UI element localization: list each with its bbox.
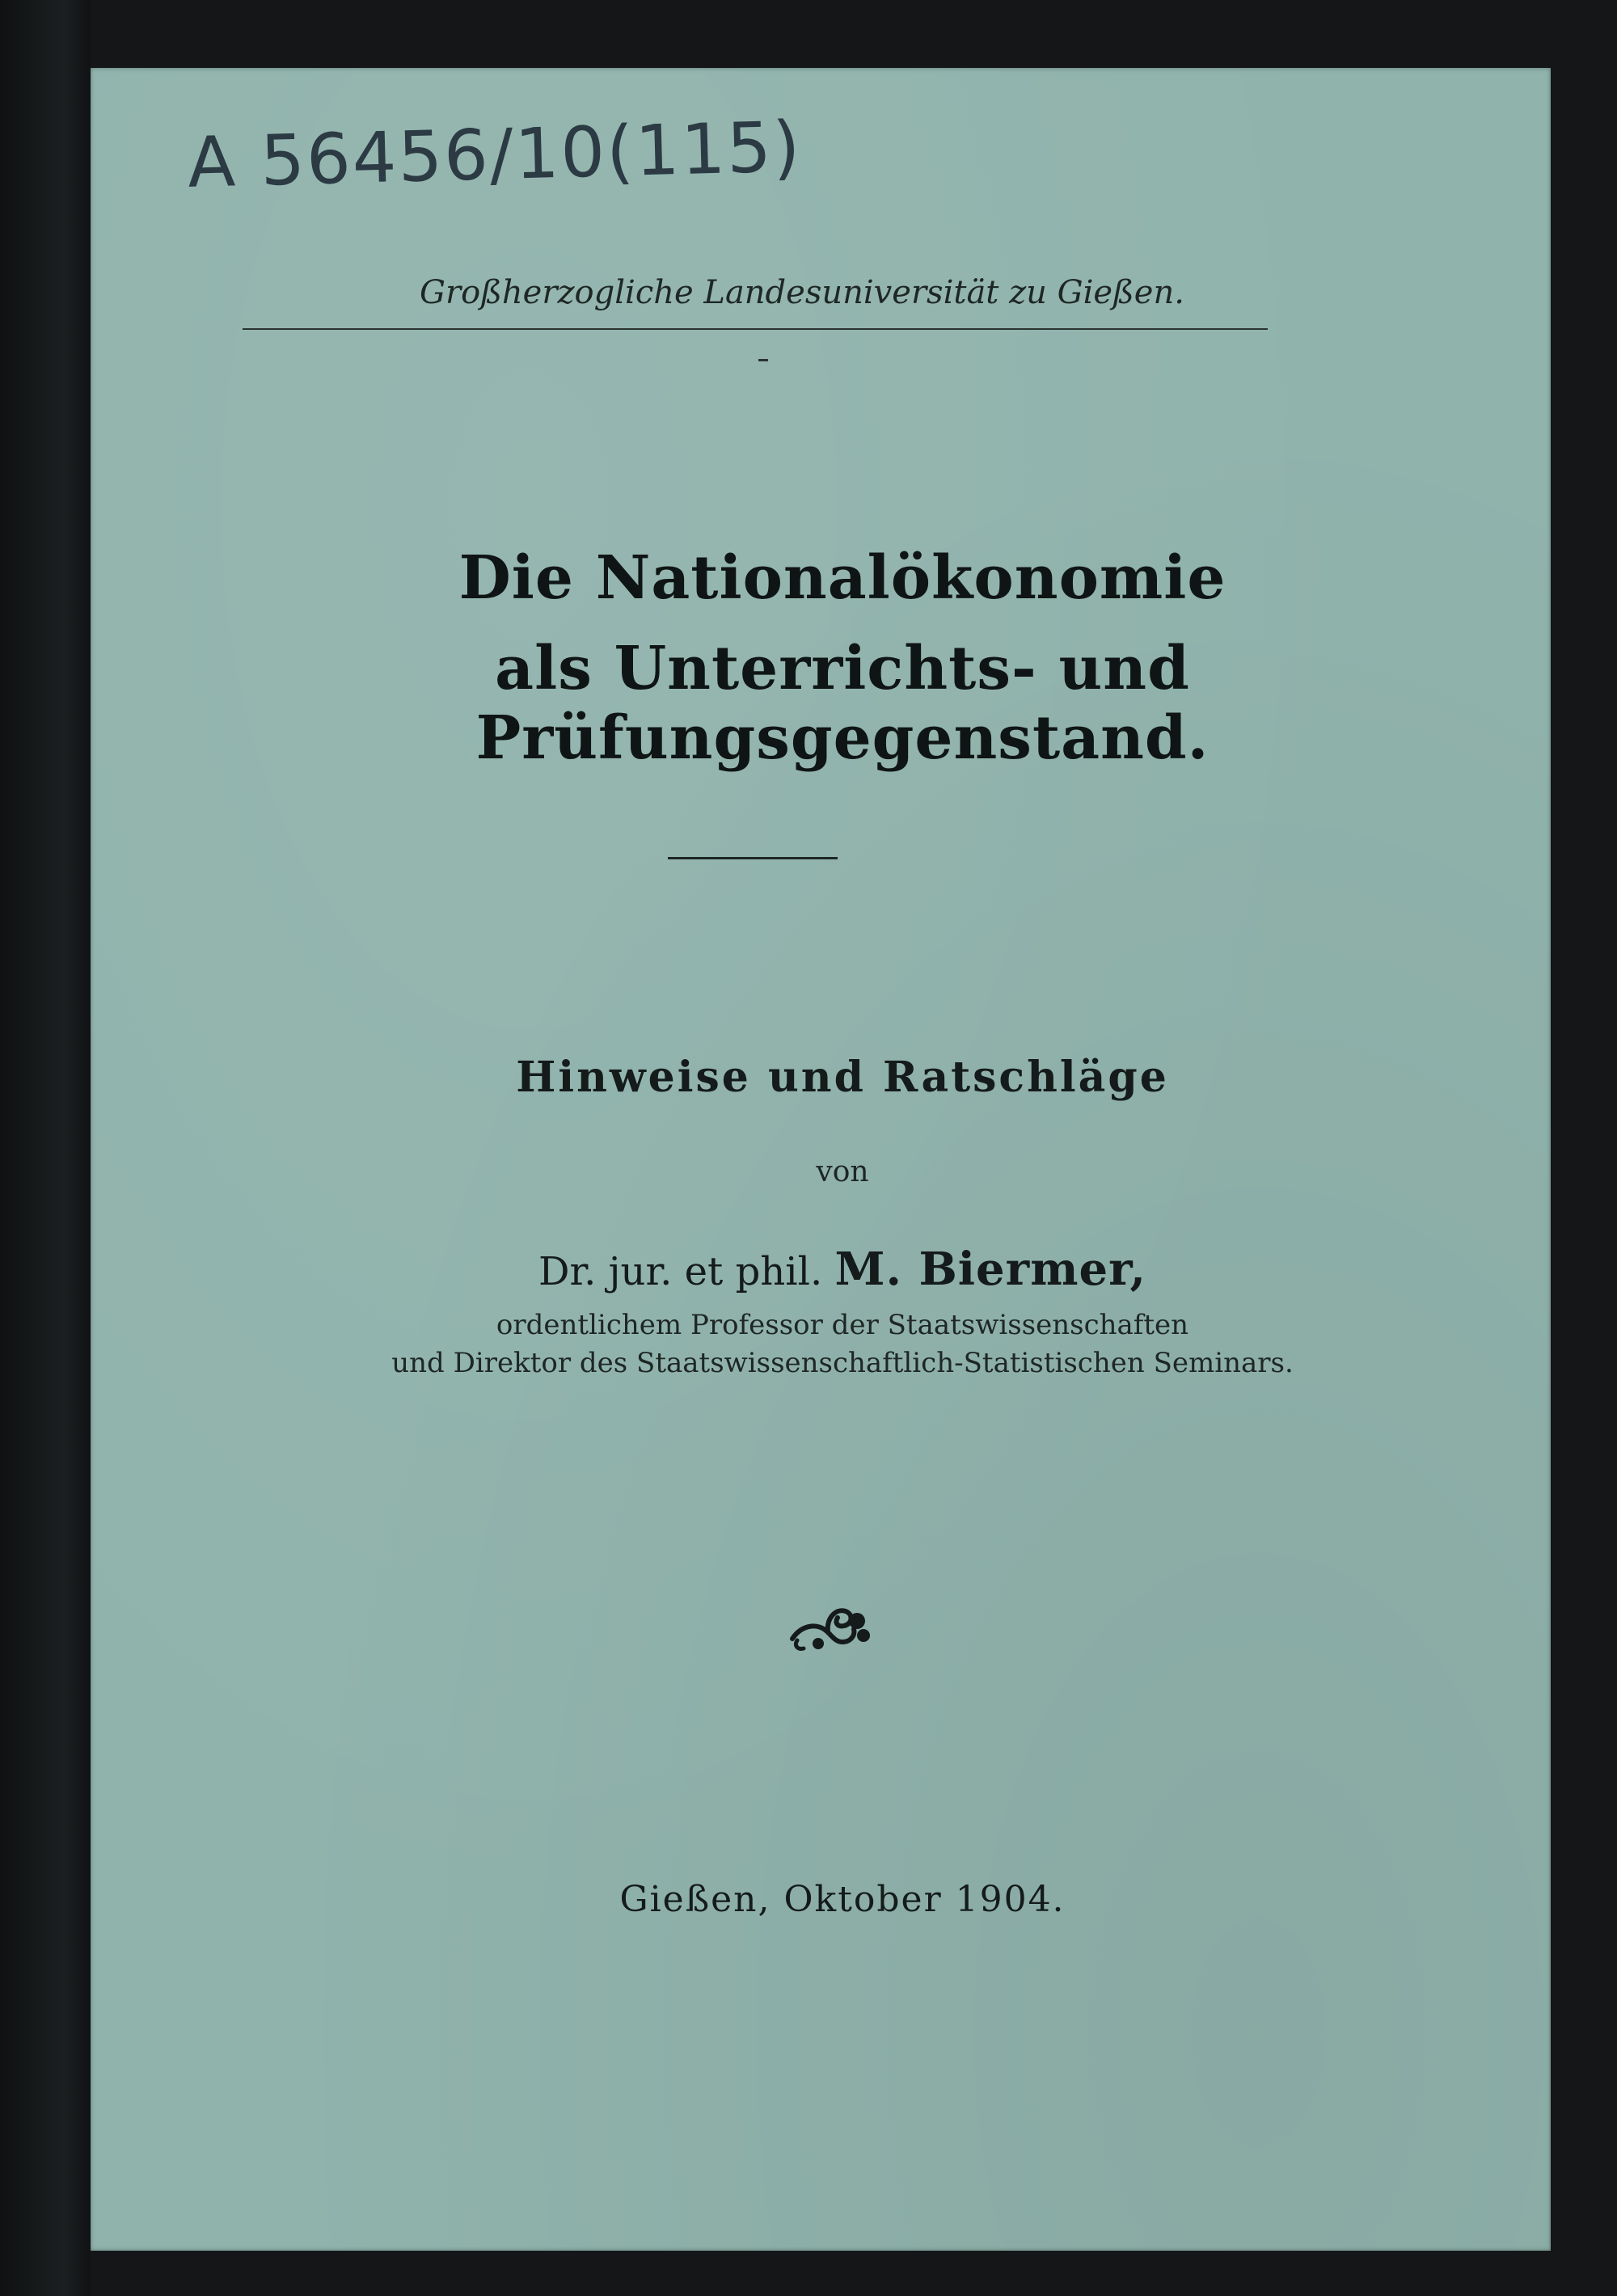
subtitle: Hinweise und Ratschläge (516, 1053, 1169, 1102)
university-heading: Großherzogliche Landesuniversität zu Gießen. (420, 274, 1184, 311)
author-name: M. Biermer, (834, 1243, 1146, 1296)
imprint-place-date: Gießen, Oktober 1904. (619, 1879, 1066, 1920)
handwritten-shelfmark: A 56456/10(115) (186, 107, 803, 204)
by-word: von (816, 1155, 869, 1188)
floral-ornament-icon (786, 1600, 875, 1657)
top-rule (243, 328, 1268, 330)
title-line-1: Die Nationalökonomie (458, 543, 1226, 613)
author-line (212, 1243, 1473, 1296)
paper-speck (758, 359, 768, 361)
divider-rule (668, 857, 838, 859)
title-line-2: als Unterrichts- und Prüfungsgegenstand. (475, 634, 1210, 773)
author-degrees: Dr. jur. et phil. (538, 1249, 823, 1294)
author-role-line-1: ordentlichem Professor der Staatswissenschaften (496, 1309, 1189, 1341)
binding-edge (0, 0, 91, 2296)
book-cover (91, 68, 1551, 2251)
author-role-line-2: und Direktor des Staatswissenschaftlich-Statistischen Seminars. (391, 1347, 1294, 1379)
